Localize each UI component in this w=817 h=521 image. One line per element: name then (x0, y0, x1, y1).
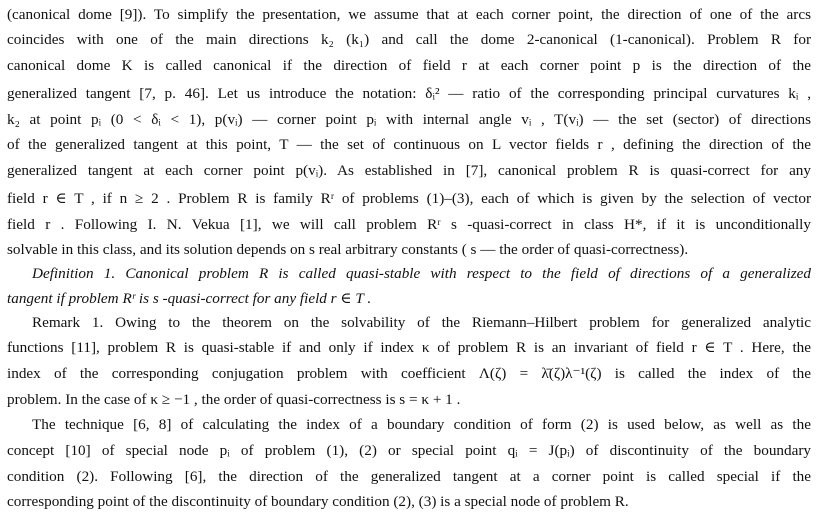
definition-1-continuation-text: tangent if problem Rʳ is s -quasi-correct for any field r ∈ T . (7, 289, 372, 307)
text-line-3: canonical dome K is called canonical if the direction of field r at each corner point p is the direction of the (7, 57, 811, 74)
text-line-7: generalized tangent at each corner point p(vᵢ). As established in [7], canonical problem R is quasi-correct for any (7, 162, 811, 179)
text-line-9: field r . Following I. N. Vekua [1], we will call problem Rʳ s -quasi-correct in class H*, if it is unconditionally (7, 216, 811, 233)
text-line-5: k₂ at point pᵢ (0 < δᵢ < 1), p(vᵢ) — corner point pᵢ with internal angle vᵢ , T(vᵢ) — the set (sector) of directions (7, 111, 811, 128)
paper-page (7, 3, 811, 514)
text-line-19: condition (2). Following [6], the direction of the generalized tangent at a corner point is called special if the (7, 468, 811, 485)
text-line-16: problem. In the case of κ ≥ −1 , the order of quasi-correctness is s = κ + 1 . (7, 391, 461, 408)
remark-1-line: Remark 1. Owing to the theorem on the solvability of the Riemann–Hilbert problem for generalized analytic (32, 314, 811, 331)
definition-1-text: Definition 1. Canonical problem R is called quasi-stable with respect to the field of directions of a generalized (32, 265, 811, 282)
text-line-2: coincides with one of the main directions k₂ (k₁) and call the dome 2-canonical (1-canonical). Problem R for (7, 30, 811, 48)
text-line-14: functions [11], problem R is quasi-stable if and only if index κ of problem R is an invariant of field r ∈ T . Here, the (7, 338, 811, 356)
text-line-4: generalized tangent [7, p. 46]. Let us introduce the notation: δᵢ² — ratio of the corresponding principal curvatures kᵢ , (7, 85, 811, 102)
text-line-10: solvable in this class, and its solution depends on s real arbitrary constants ( s — the order of quasi-correctness). (7, 240, 689, 258)
text-line-20: corresponding point of the discontinuity of boundary condition (2), (3) is a special node of problem R. (7, 492, 629, 510)
text-line-15: index of the corresponding conjugation problem with coefficient Λ(ζ) = λ̄(ζ)λ⁻¹(ζ) is called the index of the (7, 365, 811, 382)
text-line-8: field r ∈ T , if n ≥ 2 . Problem R is family Rʳ of problems (1)–(3), each of which is given by the selection of vector (7, 190, 811, 207)
text-line-18: concept [10] of special node pᵢ of problem (1), (2) or special point qᵢ = J(pᵢ) of discontinuity of the boundary (7, 442, 811, 459)
text-line-1: (canonical dome [9]). To simplify the presentation, we assume that at each corner point, the direction of one of the arcs (7, 6, 811, 23)
text-line-6: of the generalized tangent at this point, T — the set of continuous on L vector fields r , defining the direction of the (7, 135, 811, 153)
definition-1-continuation (7, 287, 811, 312)
text-line-17: The technique [6, 8] of calculating the index of a boundary condition of form (2) is used below, as well as the (32, 415, 811, 433)
definition-1-line (7, 262, 811, 287)
